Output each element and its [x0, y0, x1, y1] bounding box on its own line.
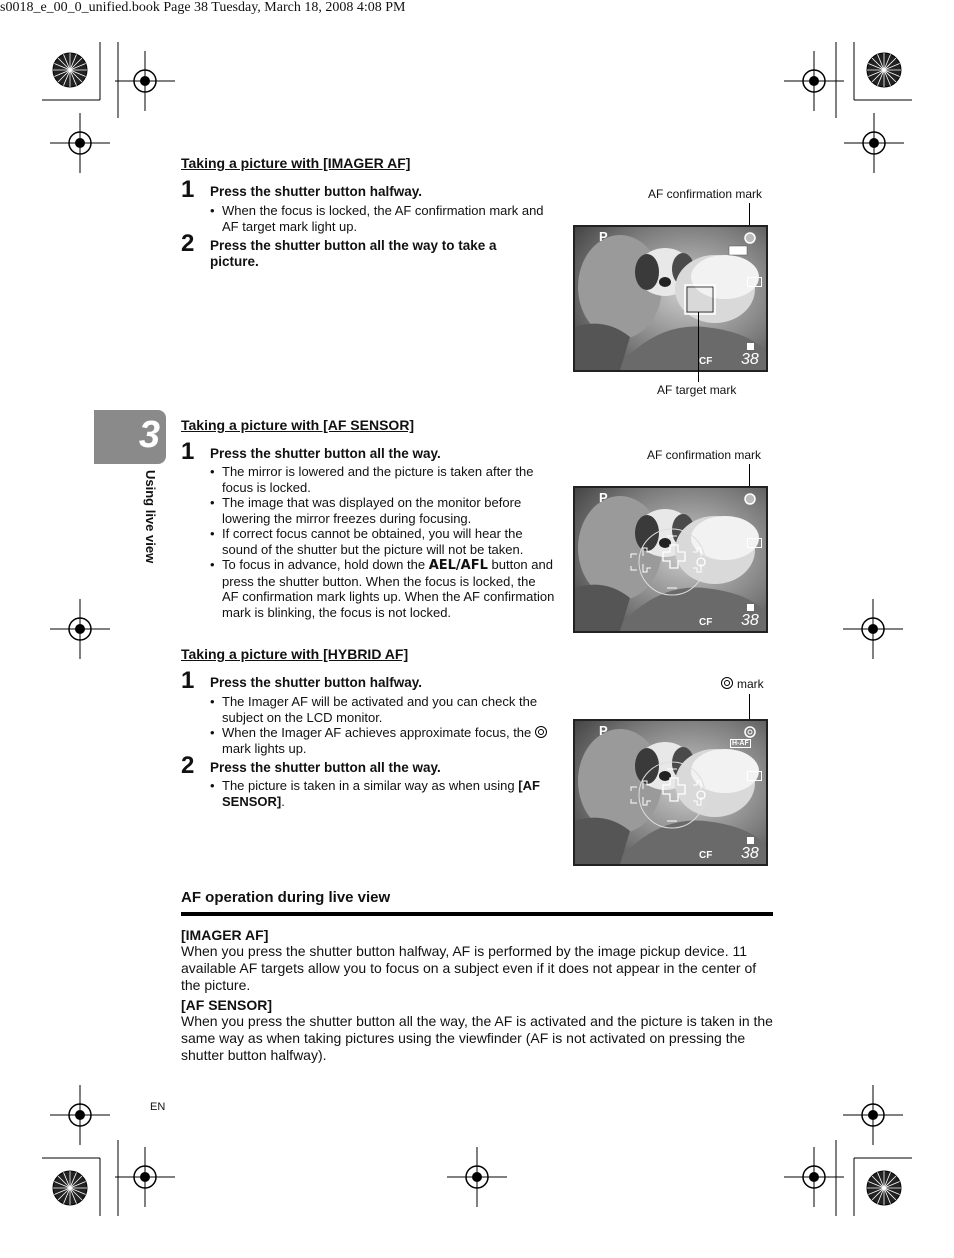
lcd-screen-hybrid-af	[573, 719, 768, 866]
imager-step1-text: Press the shutter button halfway.	[210, 184, 423, 199]
hybrid-step1-bullets	[210, 694, 555, 756]
hybrid-step1-text: Press the shutter button halfway.	[210, 675, 423, 690]
bullet-item	[210, 778, 550, 809]
bullet-item: • When the focus is locked, the AF confirmation mark and AF target mark light up.	[210, 203, 555, 234]
af-sensor-heading: Taking a picture with [AF SENSOR]	[181, 417, 415, 433]
hybrid-step2-text: Press the shutter button all the way.	[210, 760, 441, 775]
bullet-text: .	[281, 793, 285, 809]
imager-af-paragraph: When you press the shutter button halfway, AF is performed by the image pickup device. 11 available AF targets allow you to focus on a subject even if it does not appear in the center of the picture.	[181, 943, 757, 993]
bullet-item: • If correct focus cannot be obtained, you will hear the sound of the shutter but the picture will not be taken.	[210, 526, 555, 557]
metering-icon	[747, 538, 762, 548]
bullet-text: When the Imager AF achieves approximate focus, the	[222, 725, 535, 740]
sensor-step1-number: 1	[181, 438, 195, 465]
bullet-text: button and press the shutter button. When the focus is locked, the AF confirmation mark lights up. When the AF confirmation mark is blinking, the focus is not locked.	[222, 557, 555, 620]
af-target-callout: AF target mark	[657, 383, 737, 397]
focus-mark-icon	[535, 726, 547, 738]
card-indicator: CF	[699, 617, 713, 628]
bullet-item: • The Imager AF will be activated and you can check the subject on the LCD monitor.	[210, 694, 555, 725]
metering-icon	[747, 277, 762, 287]
bullet-item	[210, 557, 555, 620]
chapter-tab	[94, 410, 166, 464]
metering-icon	[747, 771, 762, 781]
shots-remaining: 38	[741, 351, 759, 368]
imager-step1-bullets	[210, 203, 555, 234]
hybrid-af-heading: Taking a picture with [HYBRID AF]	[181, 646, 409, 662]
bullet-text: mark lights up.	[222, 740, 307, 756]
af-confirmation-callout-2: AF confirmation mark	[647, 448, 762, 462]
hybrid-step2-number: 2	[181, 752, 195, 779]
hybrid-step2-bullets	[210, 778, 550, 809]
lcd-screen-imager-af	[573, 225, 768, 372]
imager-af-subhead: [IMAGER AF]	[181, 927, 269, 943]
card-indicator: CF	[699, 850, 713, 861]
bullet-item	[210, 725, 555, 756]
print-header-line: s0018_e_00_0_unified.book Page 38 Tuesday, March 18, 2008 4:08 PM	[0, 0, 406, 15]
callout-text: mark	[737, 677, 764, 691]
bullet-text: To focus in advance, hold down the	[222, 557, 429, 572]
shots-remaining: 38	[741, 845, 759, 862]
callout-leader	[698, 312, 699, 382]
section-rule	[181, 912, 773, 916]
bullet-item: • The image that was displayed on the monitor before lowering the mirror freezes during focusing.	[210, 495, 555, 526]
battery-icon	[747, 604, 754, 611]
lcd-screen-af-sensor	[573, 486, 768, 633]
imager-step2-number: 2	[181, 230, 195, 257]
mode-indicator: P	[599, 723, 608, 738]
battery-icon	[747, 837, 754, 844]
hybrid-af-badge: H-AF	[732, 740, 749, 747]
focus-mark-icon	[721, 677, 733, 689]
af-sensor-paragraph: When you press the shutter button all the way, the AF is activated and the picture is taken in the same way as when taking pictures using the viewfinder (AF is not activated on pressing the shutter button halfway).	[181, 1013, 773, 1063]
card-indicator: CF	[699, 356, 713, 367]
mode-indicator: P	[599, 490, 608, 505]
mode-indicator: P	[599, 229, 608, 244]
sensor-step1-bullets	[210, 464, 555, 620]
bullet-text: The picture is taken in a similar way as when using	[222, 778, 519, 793]
bullet-bold: [AF SENSOR]	[222, 778, 540, 809]
af-operation-title: AF operation during live view	[181, 889, 391, 906]
shots-remaining: 38	[741, 612, 759, 629]
chapter-number: 3	[138, 414, 160, 456]
bullet-item: • The mirror is lowered and the picture is taken after the focus is locked.	[210, 464, 555, 495]
hybrid-step1-number: 1	[181, 667, 195, 694]
focus-mark-callout	[721, 677, 764, 691]
imager-step2-text: Press the shutter button all the way to take a picture.	[210, 238, 497, 269]
ael-afl-key: AEL/AFL	[428, 558, 488, 573]
af-sensor-subhead: [AF SENSOR]	[181, 997, 272, 1013]
language-code: EN	[150, 1101, 166, 1113]
af-confirmation-callout-1: AF confirmation mark	[648, 187, 763, 201]
sensor-step1-text: Press the shutter button all the way.	[210, 446, 441, 461]
battery-icon	[747, 343, 754, 350]
chapter-side-label: Using live view	[143, 470, 158, 564]
imager-af-heading: Taking a picture with [IMAGER AF]	[181, 155, 411, 171]
imager-step1-number: 1	[181, 176, 195, 203]
